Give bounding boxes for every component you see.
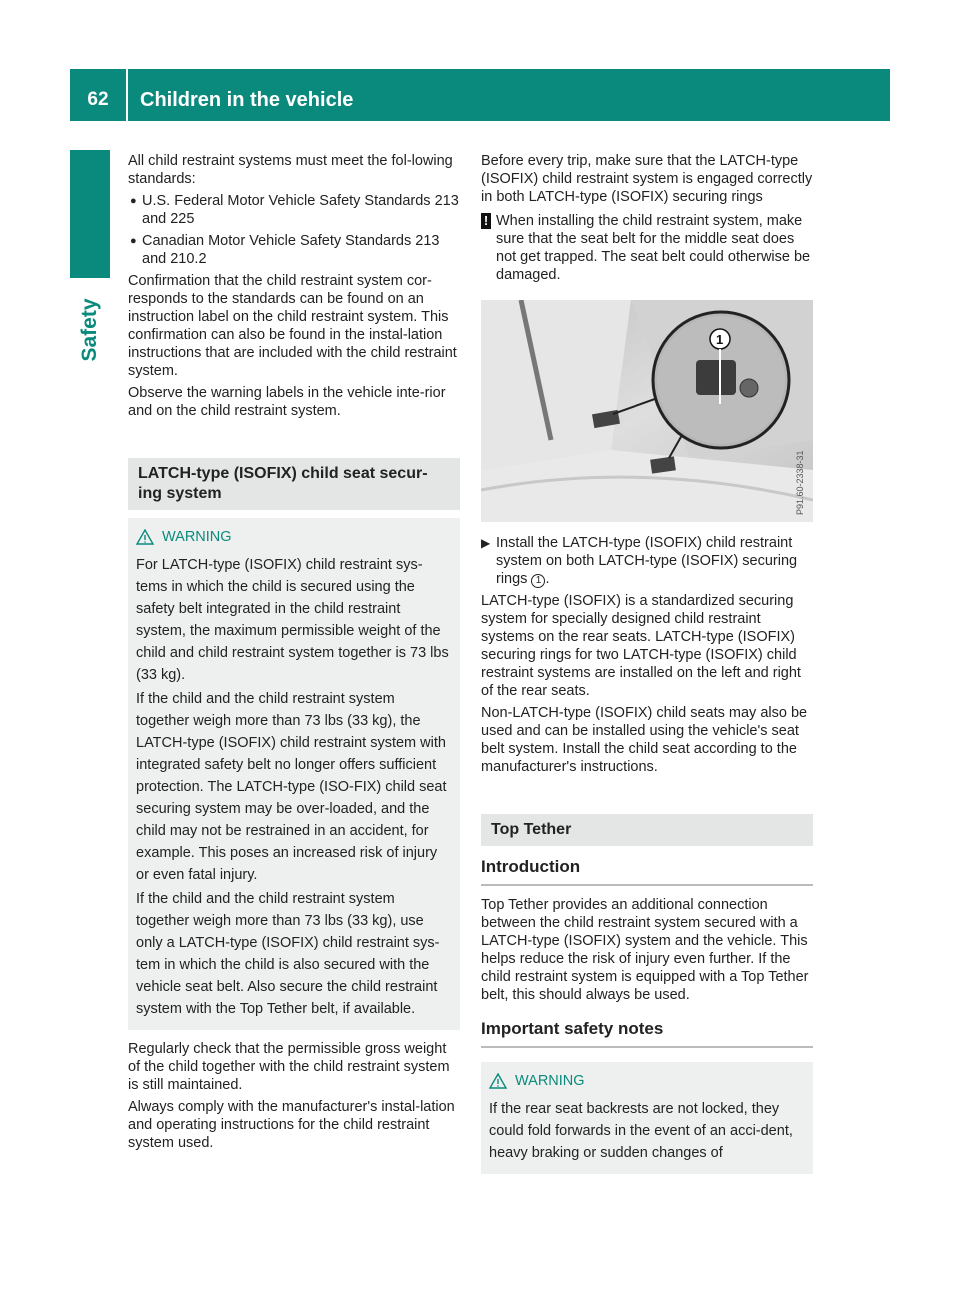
paragraph: Confirmation that the child restraint system cor-responds to the standards can be found on an instruction label on the child restraint system. This confirmation can also be found in the instal-lation instructions that are included with the child restraint system. <box>128 273 457 379</box>
subsection-heading: Introduction <box>481 856 813 886</box>
page-number: 62 <box>87 89 109 110</box>
warning-text: If the child and the child restraint system together weigh more than 73 lbs (33 kg), the LATCH-type (ISOFIX) child restraint system with integrated safety belt no longer offers sufficient protection. The LATCH-type (ISO-FIX) child seat securing system may be over-loaded, and the child may not be restrained in an accident, for example. This poses an increased risk of injury or even fatal injury. <box>136 691 447 883</box>
callout-ref-icon: 1 <box>531 574 545 588</box>
bullet-icon: ● <box>130 235 137 247</box>
warning-box <box>128 518 460 1030</box>
bullet-icon: ● <box>130 195 137 207</box>
warning-box <box>481 1062 813 1174</box>
paragraph: Top Tether provides an additional connection between the child restraint system secured with a LATCH-type (ISOFIX) system and the vehicle. This helps reduce the risk of injury even further. If the child restraint system is equipped with a Top Tether belt, this should always be used. <box>481 897 809 1003</box>
list-item: ● U.S. Federal Motor Vehicle Safety Standards 213 and 225 <box>130 193 459 227</box>
warning-title: WARNING <box>136 528 450 546</box>
latch-seat-photo <box>481 300 813 522</box>
note-item: ! When installing the child restraint system, make sure that the seat belt for the middle seat does not get trapped. The seat belt could otherwise be damaged. <box>481 212 813 284</box>
warning-text: For LATCH-type (ISOFIX) child restraint sys-tems in which the child is secured using the safety belt integrated in the child restraint system, the maximum permissible weight of the child and child restraint system together is 73 lbs (33 kg). <box>136 557 449 683</box>
warning-text: If the rear seat backrests are not locked, they could fold forwards in the event of an acci-dent, heavy braking or sudden changes of <box>489 1101 793 1161</box>
header-divider <box>126 69 128 121</box>
chapter-title: Children in the vehicle <box>140 89 354 111</box>
left-column <box>128 152 460 1156</box>
right-column <box>481 152 813 1174</box>
warning-title: WARNING <box>489 1072 803 1090</box>
paragraph: Always comply with the manufacturer's instal-lation and operating instructions for the child restraint system used. <box>128 1099 455 1151</box>
paragraph: LATCH-type (ISOFIX) is a standardized securing system for specially designed child restraint systems on the rear seats. LATCH-type (ISOFIX) securing rings for two LATCH-type (ISOFIX) child restraint systems are installed on the left and right of the rear seats. <box>481 593 801 699</box>
paragraph: Before every trip, make sure that the LATCH-type (ISOFIX) child restraint system is engaged correctly in both LATCH-type (ISOFIX) securing rings <box>481 153 813 205</box>
side-tab-label: Safety <box>78 298 101 362</box>
figure-code: P91.60-2338-31 <box>795 450 805 515</box>
exclamation-icon: ! <box>481 213 491 229</box>
warning-triangle-icon <box>489 1073 507 1089</box>
subsection-heading: Important safety notes <box>481 1018 813 1048</box>
instruction-step: ▶ Install the LATCH-type (ISOFIX) child restraint system on both LATCH-type (ISOFIX) securing rings 1 . <box>481 535 798 587</box>
side-tab-marker <box>70 150 110 278</box>
warning-text: If the child and the child restraint system together weigh more than 73 lbs (33 kg), use only a LATCH-type (ISOFIX) child restraint sys-tem in which the child is also secured with the vehicle seat belt. Also secure the child restraint system with the Top Tether belt, if available. <box>136 891 440 1017</box>
figure-callout: 1 <box>716 332 724 347</box>
paragraph: Observe the warning labels in the vehicle inte-rior and on the child restraint system. <box>128 385 446 419</box>
warning-triangle-icon <box>136 529 154 545</box>
page-header <box>70 69 890 121</box>
paragraph: Regularly check that the permissible gross weight of the child together with the child restraint system is still maintained. <box>128 1041 450 1093</box>
intro-text: All child restraint systems must meet the fol-lowing standards: <box>128 153 453 187</box>
paragraph: Non-LATCH-type (ISOFIX) child seats may also be used and can be installed using the vehicle's seat belt system. Install the child seat according to the manufacturer's instructions. <box>481 705 808 775</box>
step-arrow-icon: ▶ <box>481 536 491 550</box>
seat-illustration <box>481 300 813 522</box>
section-heading: Top Tether <box>481 814 813 846</box>
list-item: ● Canadian Motor Vehicle Safety Standards 213 and 210.2 <box>130 233 440 267</box>
section-heading: LATCH-type (ISOFIX) child seat secur-ing system <box>128 458 460 510</box>
